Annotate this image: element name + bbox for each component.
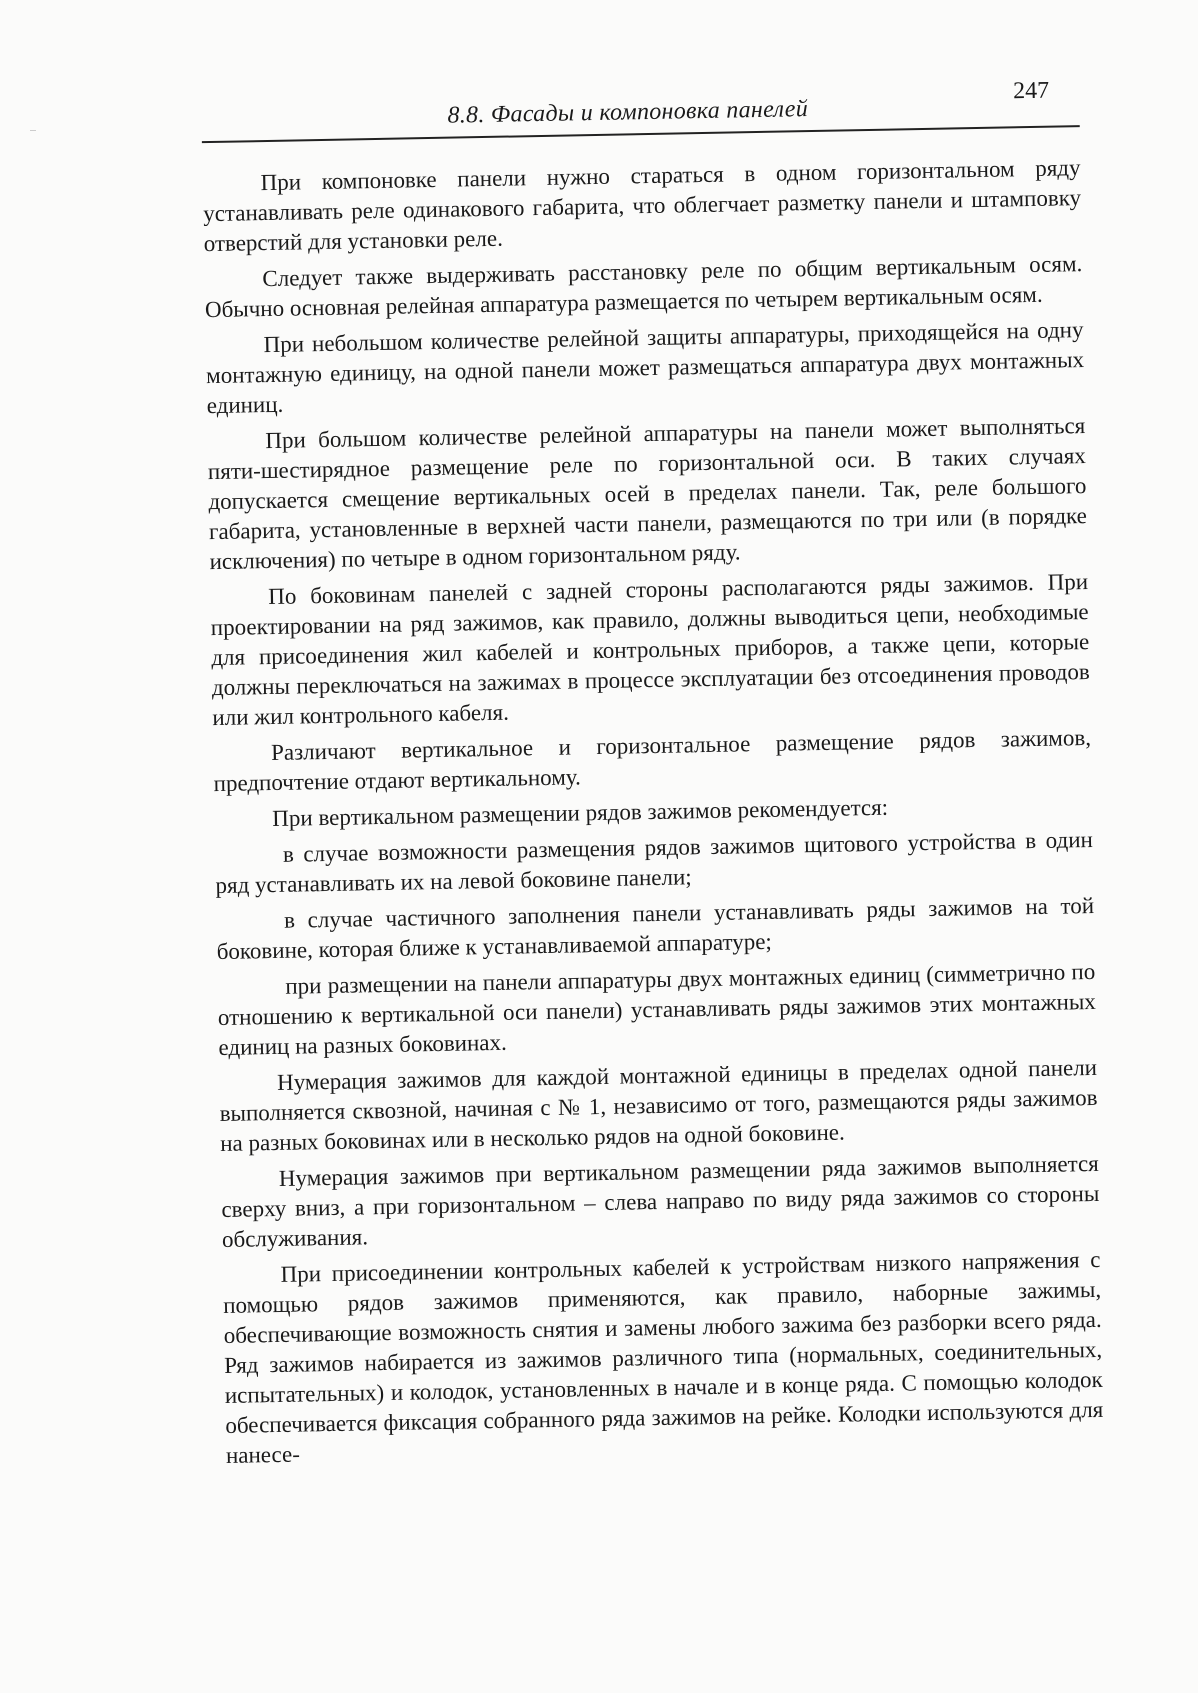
page-number: 247 [1012, 77, 1050, 105]
paragraph: По боковинам панелей с задней стороны располагаются ряды зажимов. При проектировании на ряд зажимов, как правило, должны выводиться цепи, необходимые для присоединения жил кабелей и контрольных приборов, а также цепи, которые должны переключаться на зажимах в процессе эксплуатации без отсоединения проводов или жил контрольного кабеля. [210, 569, 1090, 731]
list-item: в случае частичного заполнения панели устанавливать ряды зажимов на той боковине, которая ближе к устанавливаемой аппаратуре; [216, 892, 1095, 965]
running-title: 8.8. Фасады и компоновка панелей [447, 96, 809, 129]
paragraph: При присоединении контрольных кабелей к устройствам низкого напряжения с помощью рядов зажимов применяются, как правило, наборные зажимы, обеспечивающие возможность снятия и замены любого зажима без разборки всего ряда. Ряд зажимов набирается из зажимов различного типа (нормальных, соединительных, испытательных) и колодок, установленных в начале и в конце ряда. С помощью колодок обеспечивается фиксация собранного ряда зажимов на рейке. Колодки используются для нанесе- [222, 1246, 1104, 1468]
list-item: при размещении на панели аппаратуры двух монтажных единиц (симметрично по отношению к вертикальной оси панели) устанавливать ряды зажимов этих монтажных единиц на разных боковинах. [217, 958, 1097, 1061]
paragraph: Нумерация зажимов при вертикальном размещении ряда зажимов выполняется сверху вниз, а при горизонтальном – слева направо по виду ряда зажимов со стороны обслуживания. [221, 1150, 1100, 1252]
running-header [201, 73, 1080, 149]
paragraph: При компоновке панели нужно стараться в одном горизонтальном ряду устанавливать реле одинакового габарита, что облегчает разметку панели и штамповку отверстий для установки реле. [202, 155, 1082, 257]
paragraph: Различают вертикальное и горизонтальное размещение рядов зажимов, предпочтение отдают вертикальному. [213, 724, 1092, 797]
body-text [202, 153, 1104, 1477]
paragraph: При вертикальном размещении рядов зажимов рекомендуется: [272, 794, 889, 832]
paragraph: Следует также выдерживать расстановку реле по общим вертикальным осям. Обычно основная релейная аппаратура размещается по четырем вертикальным осям. [204, 251, 1083, 323]
paragraph: При большом количестве релейной аппаратуры на панели может выполняться пяти-шестирядное размещение реле по горизонтальной оси. В таких случаях допускается смещение вертикальных осей в пределах панели. Так, реле большого габарита, установленные в верхней части панели, размещаются по три или (в порядке исключения) по четыре в одном горизонтальном ряду. [207, 413, 1088, 575]
paragraph: Нумерация зажимов для каждой монтажной единицы в пределах одной панели выполняется сквозной, начиная с № 1, независимо от того, размещаются ряды зажимов на разных боковинах или в несколько рядов на одной боковине. [219, 1054, 1098, 1157]
paragraph: При небольшом количестве релейной защиты аппаратуры, приходящейся на одну монтажную единицу, на одной панели может размещаться аппаратура двух монтажных единиц. [205, 317, 1085, 419]
header-rule [202, 125, 1080, 143]
list-item: в случае возможности размещения рядов зажимов щитового устройства в один ряд устанавливать их на левой боковине панели; [215, 826, 1094, 899]
